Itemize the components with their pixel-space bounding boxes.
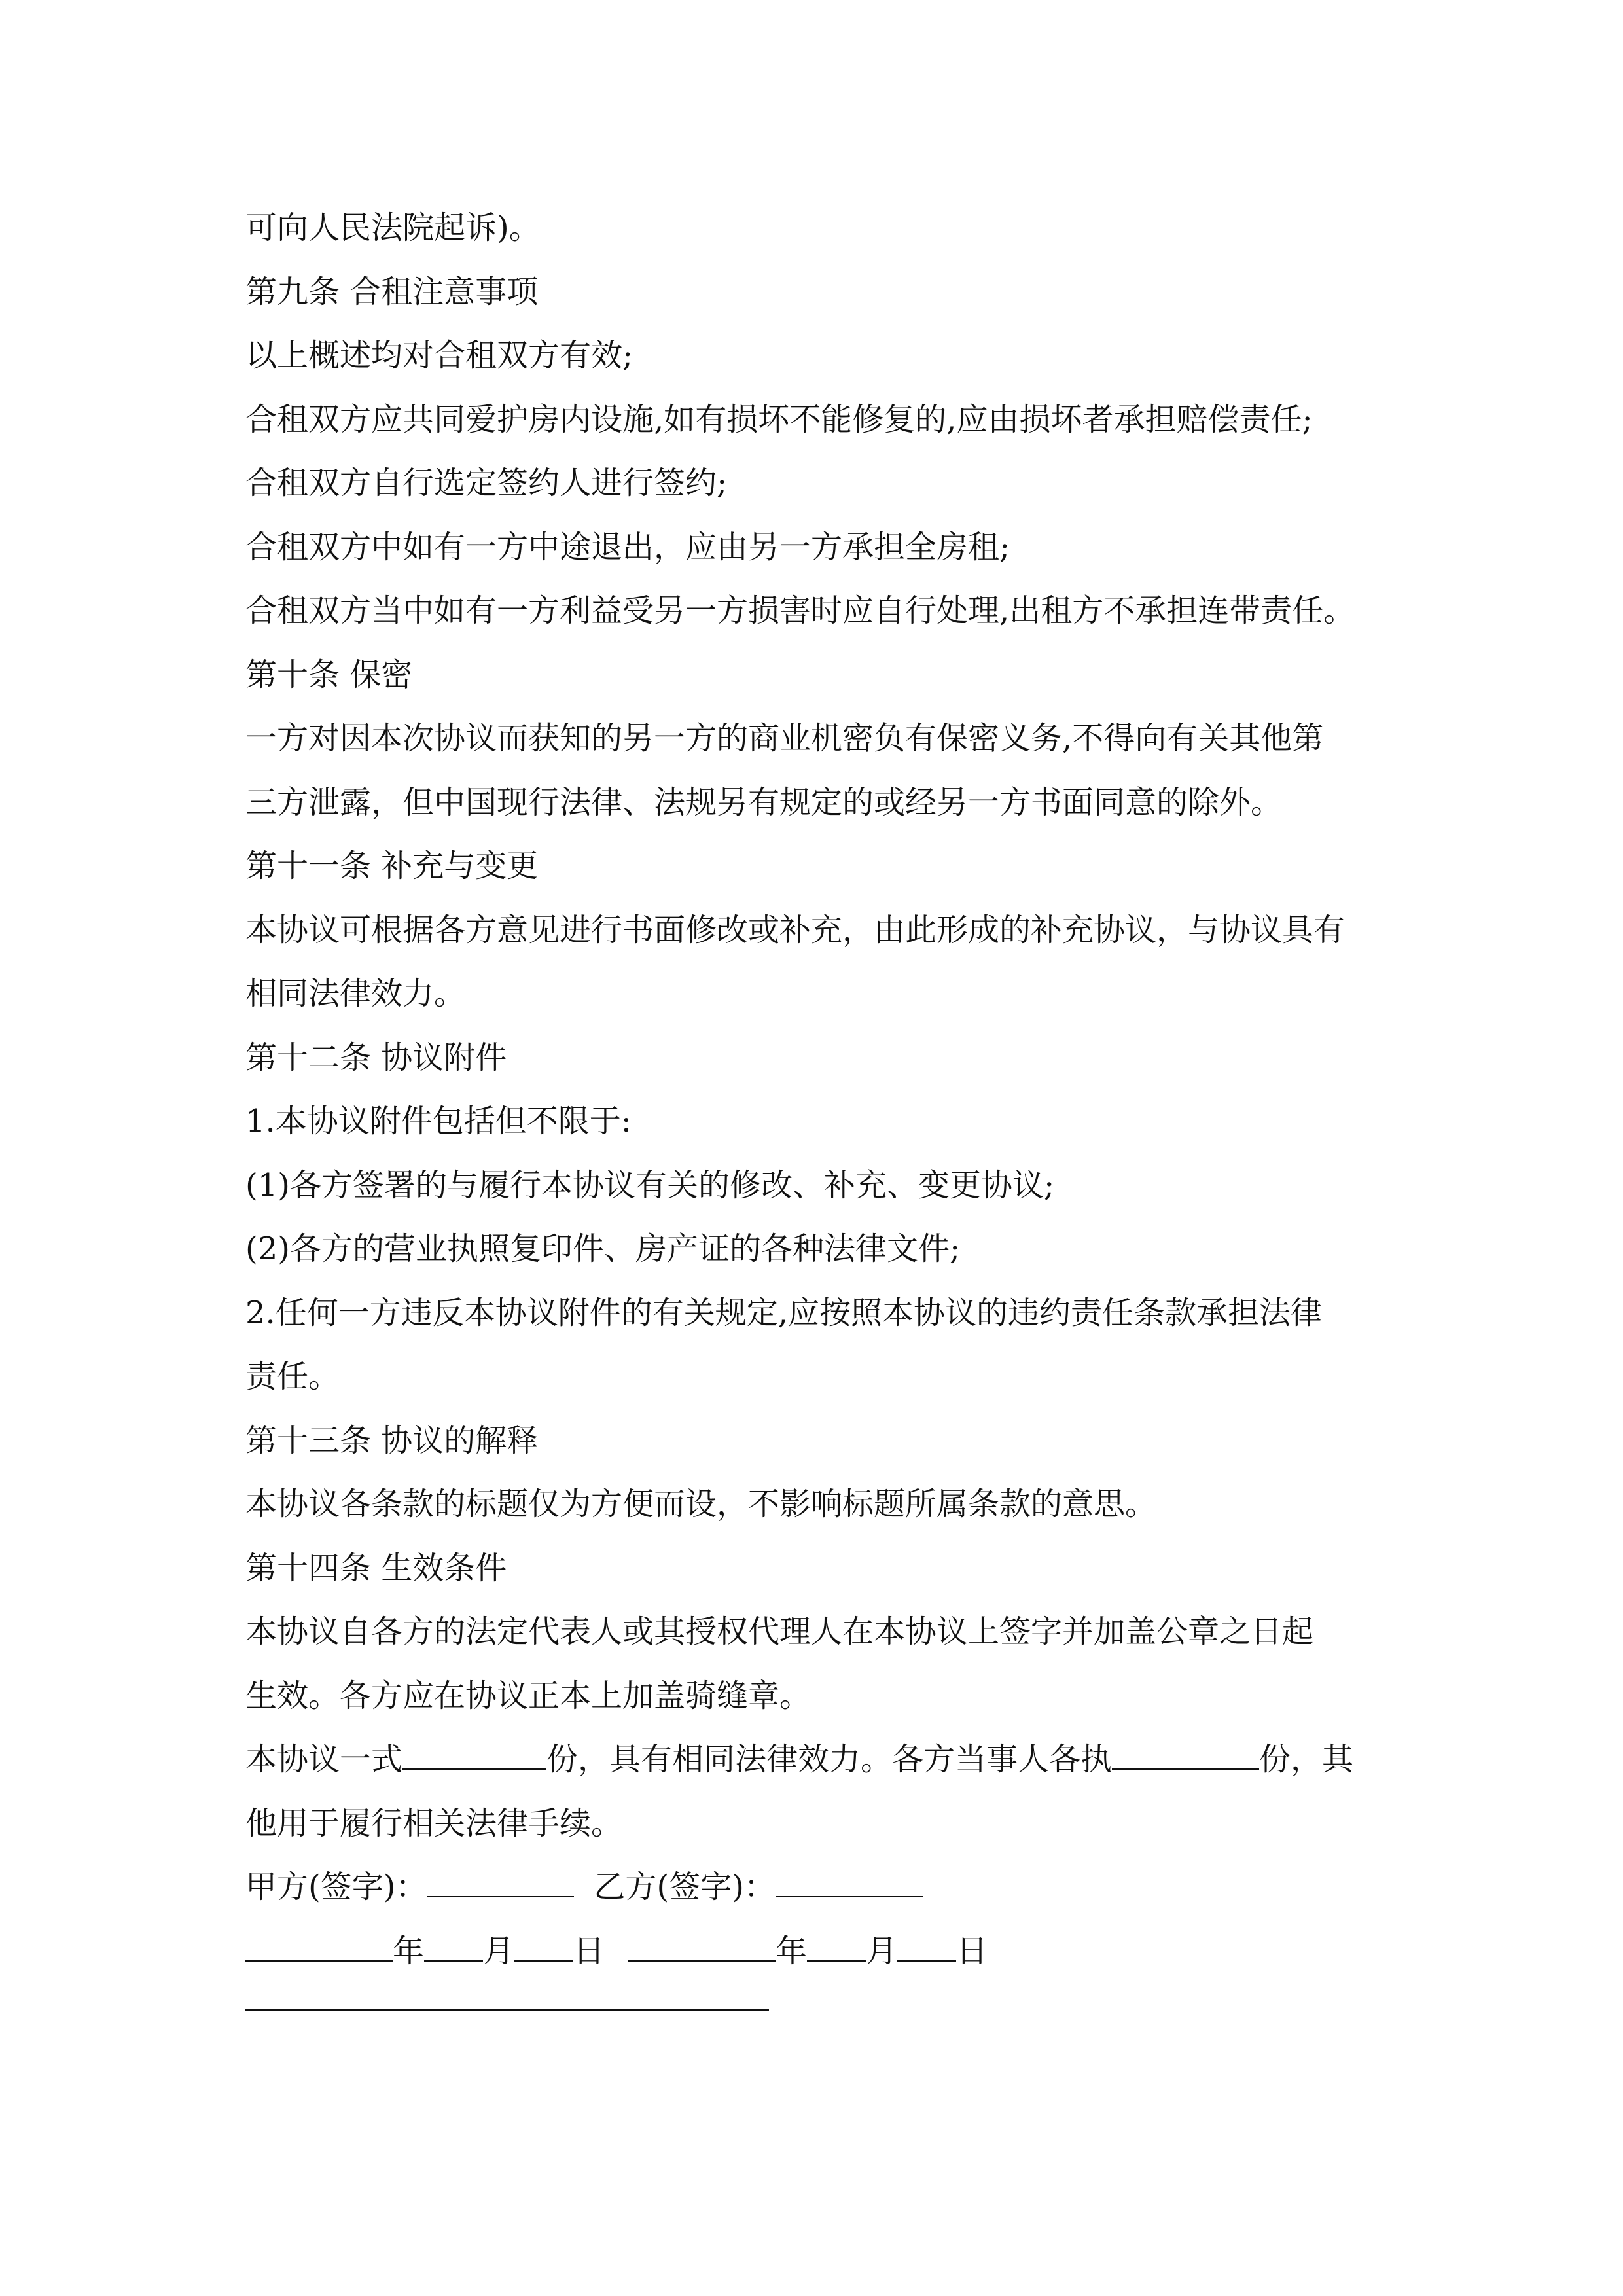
clause-text: 以上概述均对合租双方有效; xyxy=(245,337,633,374)
clause-text: 本协议自各方的法定代表人或其授权代理人在本协议上签字并加盖公章之日起 xyxy=(245,1613,1314,1650)
party-b-month-blank[interactable] xyxy=(807,1922,866,1962)
clause-text: 2.任何一方违反本协议附件的有关规定,应按照本协议的违约责任条款承担法律 xyxy=(245,1294,1323,1331)
copies-suffix: 份，其 xyxy=(1259,1741,1354,1778)
end-divider-line xyxy=(245,2009,769,2011)
clause-text: 责任。 xyxy=(245,1358,340,1395)
document-body xyxy=(245,196,1387,2011)
clause-text: 1.本协议附件包括但不限于: xyxy=(245,1103,632,1139)
party-a-day-blank[interactable] xyxy=(514,1922,573,1962)
clause-text: 相同法律效力。 xyxy=(245,975,466,1012)
party-b-signature-blank[interactable] xyxy=(776,1858,923,1897)
copies-each-blank[interactable] xyxy=(1112,1731,1259,1770)
clause-text: 本协议各条款的标题仅为方便而设，不影响标题所属条款的意思。 xyxy=(245,1486,1157,1522)
clause-text: 合租双方当中如有一方利益受另一方损害时应自行处理,出租方不承担连带责任。 xyxy=(245,592,1355,629)
clause-text: 三方泄露，但中国现行法律、法规另有规定的或经另一方书面同意的除外。 xyxy=(245,783,1283,821)
party-a-month-blank[interactable] xyxy=(424,1922,483,1962)
date-line xyxy=(245,1920,1387,1984)
copies-prefix: 本协议一式 xyxy=(245,1741,403,1778)
clause-text: (1)各方签署的与履行本协议有关的修改、补充、变更协议; xyxy=(245,1166,1055,1204)
clause-heading: 第九条 合租注意事项 xyxy=(245,273,539,310)
clause-heading: 第十条 保密 xyxy=(245,656,413,693)
party-a-signature-blank[interactable] xyxy=(427,1858,574,1897)
copies-line xyxy=(245,1728,1387,1792)
year-label: 年 xyxy=(393,1932,425,1969)
clause-text: 合租双方中如有一方中途退出，应由另一方承担全房租; xyxy=(245,528,1010,565)
clause-text: 合租双方应共同爱护房内设施,如有损坏不能修复的,应由损坏者承担赔偿责任; xyxy=(245,401,1313,438)
party-b-signature-label: 乙方(签字)： xyxy=(594,1869,776,1905)
copies-continuation: 他用于履行相关法律手续。 xyxy=(245,1804,623,1842)
clause-heading: 第十一条 补充与变更 xyxy=(245,848,539,884)
clause-text: 生效。各方应在协议正本上加盖骑缝章。 xyxy=(245,1677,812,1714)
clause-text: 可向人民法院起诉)。 xyxy=(245,209,541,246)
copies-total-blank[interactable] xyxy=(402,1731,546,1770)
clause-heading: 第十四条 生效条件 xyxy=(245,1549,507,1587)
party-a-signature-label: 甲方(签字)： xyxy=(245,1869,427,1905)
clause-text: (2)各方的营业执照复印件、房产证的各种法律文件; xyxy=(245,1230,961,1267)
day-label: 日 xyxy=(956,1932,988,1969)
party-a-year-blank[interactable] xyxy=(245,1922,393,1962)
clause-text: 一方对因本次协议而获知的另一方的商业机密负有保密义务,不得向有关其他第 xyxy=(245,720,1324,757)
clause-heading: 第十二条 协议附件 xyxy=(245,1039,507,1076)
clause-text: 合租双方自行选定签约人进行签约; xyxy=(245,465,728,501)
signature-line xyxy=(245,1856,1387,1920)
party-b-year-blank[interactable] xyxy=(628,1922,776,1962)
clause-text: 本协议可根据各方意见进行书面修改或补充，由此形成的补充协议，与协议具有 xyxy=(245,911,1346,948)
clause-heading: 第十三条 协议的解释 xyxy=(245,1422,539,1459)
party-b-day-blank[interactable] xyxy=(897,1922,956,1962)
year-label: 年 xyxy=(776,1932,808,1969)
month-label: 月 xyxy=(483,1932,515,1969)
day-label: 日 xyxy=(573,1932,605,1969)
copies-middle: 份，具有相同法律效力。各方当事人各执 xyxy=(546,1741,1113,1778)
month-label: 月 xyxy=(866,1932,898,1969)
